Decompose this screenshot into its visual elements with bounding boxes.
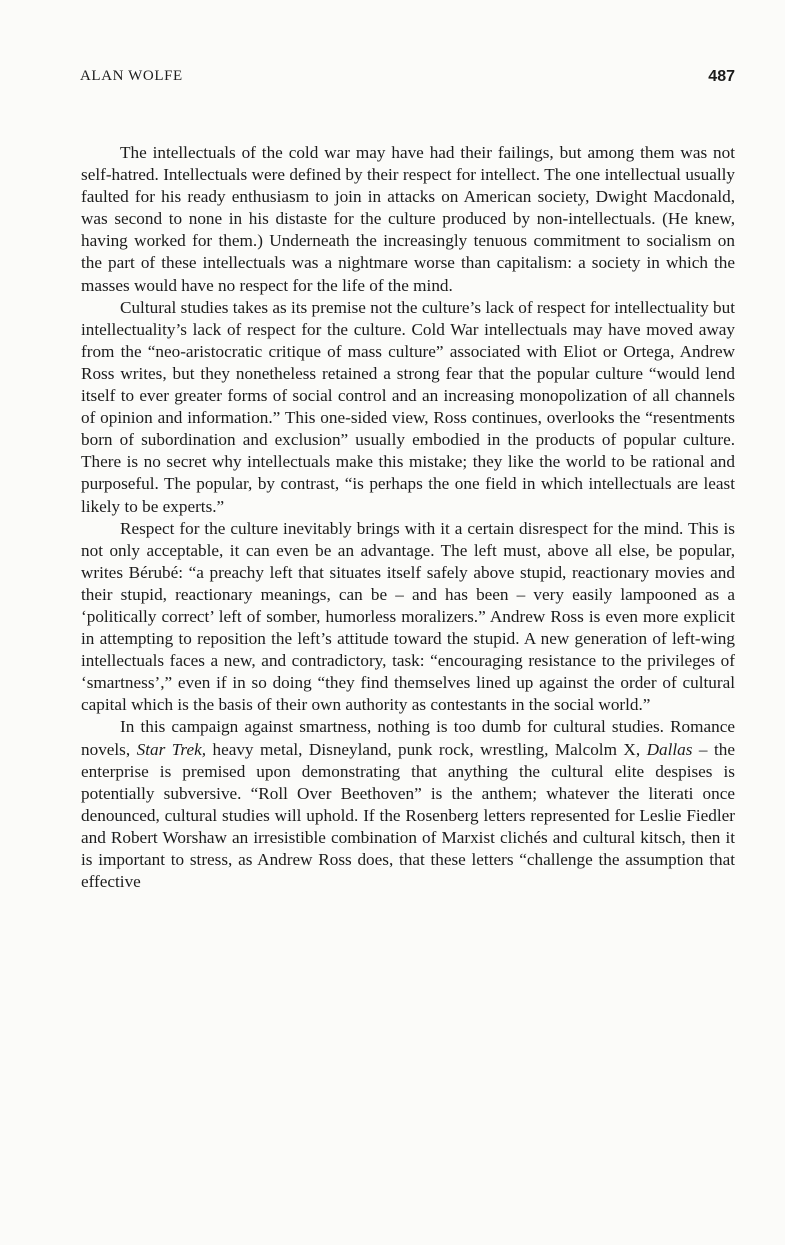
running-head: ALAN WOLFE — [80, 68, 183, 84]
text-run: Cultural studies takes as its premise not the culture’s lack of respect for intellectuality but intellectuality’s lack of respect for the culture. Cold War intellectuals may have moved away from the “neo-aristocratic critique of mass culture” associated with Eliot or Ortega, Andrew Ross writes, but they nonetheless retained a strong fear that the popular culture “would lend itself to ever greater forms of social control and an increasing monopolization of all channels of opinion and information.” This one-sided view, Ross continues, overlooks the “resentments born of subordination and exclusion” usually embodied in the products of popular culture. There is no secret why intellectuals make this mistake; they like the world to be rational and purposeful. The popular, by contrast, “is perhaps the one field in which intellectuals are least likely to be experts.” — [81, 297, 735, 516]
paragraph — [81, 297, 735, 518]
italic-title: Star Trek, — [136, 739, 206, 759]
italic-title: Dallas — [646, 739, 693, 759]
body-text — [81, 142, 735, 893]
text-run: In this campaign against smartness, nothing is too dumb for cultural studies. Romance novels, — [81, 717, 735, 759]
text-run: Respect for the culture inevitably brings with it a certain disrespect for the mind. This is not only acceptable, it can even be an advantage. The left must, above all else, be popular, writes Bérubé: “a preachy left that situates itself safely above stupid, reactionary movies and their stupid, reactionary meanings, can be – and has been – very easily lampooned as a ‘politically correct’ left of somber, humorless moralizers.” Andrew Ross is even more explicit in attempting to reposition the left’s attitude toward the stupid. A new generation of left-wing intellectuals faces a new, and contradictory, task: “encouraging resistance to the privileges of ‘smartness’,” even if in so doing “they find themselves lined up against the order of cultural capital which is the basis of their own authority as contestants in the social world.” — [81, 518, 735, 715]
page-number: 487 — [708, 68, 735, 85]
text-run: heavy metal, Disneyland, punk rock, wrestling, Malcolm X, — [206, 739, 647, 759]
paragraph — [81, 142, 735, 297]
text-run: The intellectuals of the cold war may have had their failings, but among them was not self-hatred. Intellectuals were defined by their respect for intellect. The one intellectual usually faulted for his ready enthusiasm to join in attacks on American society, Dwight Macdonald, was second to none in his distaste for the culture produced by non-intellectuals. (He knew, having worked for them.) Underneath the increasingly tenuous commitment to socialism on the part of these intellectuals was a nightmare worse than capitalism: a society in which the masses would have no respect for the life of the mind. — [81, 143, 735, 295]
page-header — [80, 68, 735, 92]
text-run: – the enterprise is premised upon demonstrating that anything the cultural elite despises is potentially subversive. “Roll Over Beethoven” is the anthem; whatever the literati once denounced, cultural studies will uphold. If the Rosenberg letters represented for Leslie Fiedler and Robert Worshaw an irresistible combination of Marxist clichés and cultural kitsch, then it is important to stress, as Andrew Ross does, that these letters “challenge the assumption that effective — [81, 739, 735, 892]
paragraph — [81, 716, 735, 893]
paragraph — [81, 518, 735, 717]
